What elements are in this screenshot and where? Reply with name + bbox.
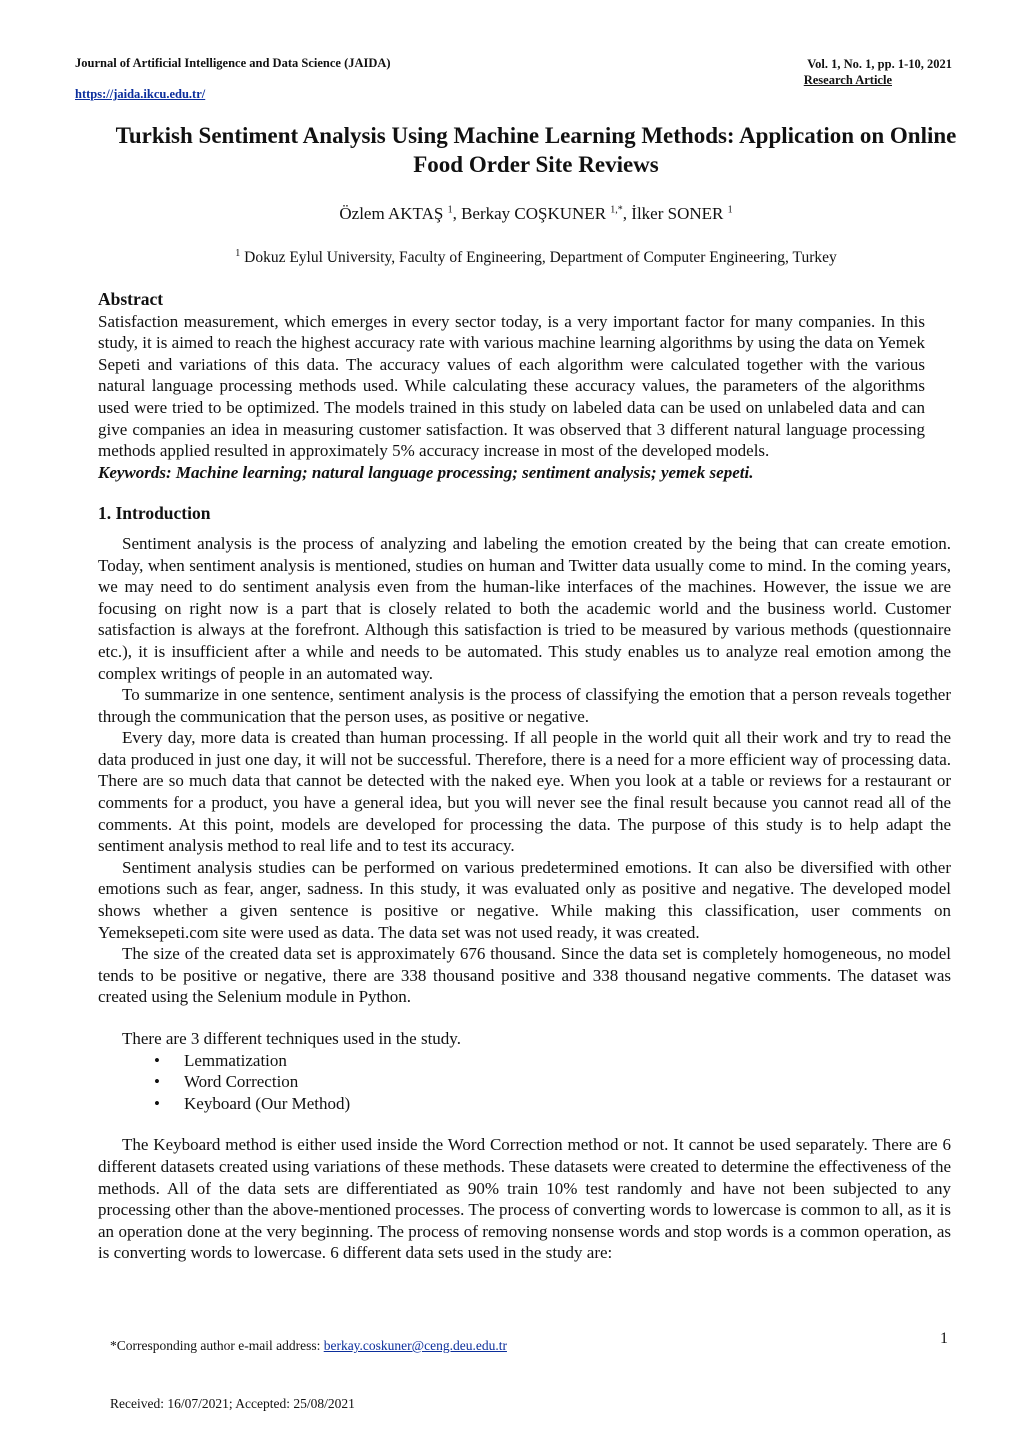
author-affil-marker: 1 — [727, 204, 733, 216]
page-number: 1 — [940, 1330, 948, 1347]
volume-info — [804, 56, 952, 88]
author-name: İlker SONER — [631, 204, 724, 223]
journal-url-link[interactable]: https://jaida.ikcu.edu.tr/ — [75, 87, 206, 101]
author-name: Berkay COŞKUNER — [461, 204, 607, 223]
affil-text: Dokuz Eylul University, Faculty of Engineering, Department of Computer Engineering, Turkey — [244, 249, 837, 266]
author-name: Özlem AKTAŞ — [339, 204, 444, 223]
author-list: Özlem AKTAŞ $^1$, Berkay COŞKUNER $^{1,*}$, İlker SONER $^1$ — [339, 204, 733, 223]
paragraph: The Keyboard method is either used inside the Word Correction method or not. It cannot be used separately. There are 6 different datasets created using variations of these methods. These datasets were created to determine the effectiveness of the methods. All of the data sets are differentiated as 90% train 10% test randomly and have not been subjected to any processing other than the above-mentioned processes. The process of converting words to lowercase is common to all, as it is an operation done at the very beginning. The process of removing nonsense words and stop words is a common operation, as is converting words to lowercase. 6 different data sets used in the study are: — [98, 1135, 951, 1263]
spacer — [98, 1114, 951, 1134]
list-item: • Lemmatization — [98, 1050, 951, 1072]
affil-marker: 1 — [235, 247, 241, 259]
techniques-intro: There are 3 different techniques used in the study. — [122, 1029, 461, 1048]
spacer — [98, 1008, 951, 1028]
list-item: • Keyboard (Our Method) — [98, 1093, 951, 1115]
section-heading-introduction: 1. Introduction — [98, 503, 211, 524]
abstract-text: Satisfaction measurement, which emerges in every sector today, is a very important factor for many companies. In this study, it is aimed to reach the highest accuracy rate with various machine learning algorithms by using the data on Yemek Sepeti and variations of this data. The accuracy values of each algorithm were calculated together with the various natural language processing methods used. While calculating these accuracy values, the parameters of the algorithms used were tried to be optimized. The models trained in this study on labeled data can be used on unlabeled data and can give companies an idea in measuring customer satisfaction. It was observed that 3 different natural language processing methods applied resulted in approximately 5% accuracy increase in most of the developed models. — [98, 311, 925, 461]
keywords: Keywords: Machine learning; natural language processing; sentiment analysis; yemek sepeti. — [98, 462, 754, 482]
corresponding-email-link[interactable]: berkay.coskuner@ceng.deu.edu.tr — [323, 1338, 507, 1353]
volume-text: Vol. 1, No. 1, pp. 1-10, 2021 — [807, 57, 952, 71]
body-text — [98, 289, 951, 1264]
received-dates: Received: 16/07/2021; Accepted: 25/08/2021 — [110, 1396, 355, 1411]
article-type: Research Article — [803, 73, 892, 87]
paragraph: The size of the created data set is approximately 676 thousand. Since the data set is completely homogeneous, no model tends to be positive or negative, there are 338 thousand positive and 338 thousand negative comments. The dataset was created using the Selenium module in Python. — [98, 944, 951, 1007]
paper-title: Turkish Sentiment Analysis Using Machine Learning Methods: Application on Online Food Order Site Reviews — [115, 123, 957, 177]
journal-name: Journal of Artificial Intelligence and Data Science (JAIDA) — [75, 56, 391, 70]
author-affil-marker: 1 — [447, 204, 453, 216]
affiliation — [98, 249, 974, 267]
paragraph: Sentiment analysis is the process of analyzing and labeling the emotion created by the being that can create emotion. Today, when sentiment analysis is mentioned, studies on human and Twitter data usually come to mind. In the coming years, we may need to do sentiment analysis even from the human-like interfaces of the machines. However, the issue we are focusing on right now is a part that is closely related to both the academic world and the business world. Customer satisfaction is always at the forefront. Although this satisfaction is tried to be measured by various methods (questionnaire etc.), it is insufficient after a while and needs to be automated. This study enables us to analyze real emotion among the complex writings of people in an automated way. — [98, 533, 951, 683]
techniques-list — [98, 1050, 951, 1115]
list-item: • Word Correction — [98, 1071, 951, 1093]
paragraph: Every day, more data is created than human processing. If all people in the world quit all their work and try to read the data produced in just one day, it will not be successful. Therefore, there is a need for a more efficient way of processing data. There are so much data that cannot be detected with the naked eye. When you look at a table or reviews for a restaurant or comments for a product, you have a general idea, but you will never see the final result because you cannot read all of the comments. At this point, models are developed for processing the data. The purpose of this study is to help adapt the sentiment analysis method to real life and to test its accuracy. — [98, 728, 951, 856]
abstract-section — [98, 289, 951, 483]
abstract-heading: Abstract — [98, 289, 164, 309]
paragraph: Sentiment analysis studies can be performed on various predetermined emotions. It can also be diversified with other emotions such as fear, anger, sadness. In this study, it was evaluated only as positive and negative. The developed model shows whether a given sentence is positive or negative. While making this classification, user comments on Yemeksepeti.com site were used as data. The data set was not used ready, it was created. — [98, 857, 951, 942]
corresponding-label: *Corresponding author e-mail address: — [110, 1338, 321, 1353]
paragraph: To summarize in one sentence, sentiment analysis is the process of classifying the emotion that a person reveals together through the communication that the person uses, as positive or negative. — [98, 685, 951, 726]
author-affil-marker: 1,* — [610, 204, 623, 216]
corresponding-author-footnote — [110, 1338, 507, 1354]
